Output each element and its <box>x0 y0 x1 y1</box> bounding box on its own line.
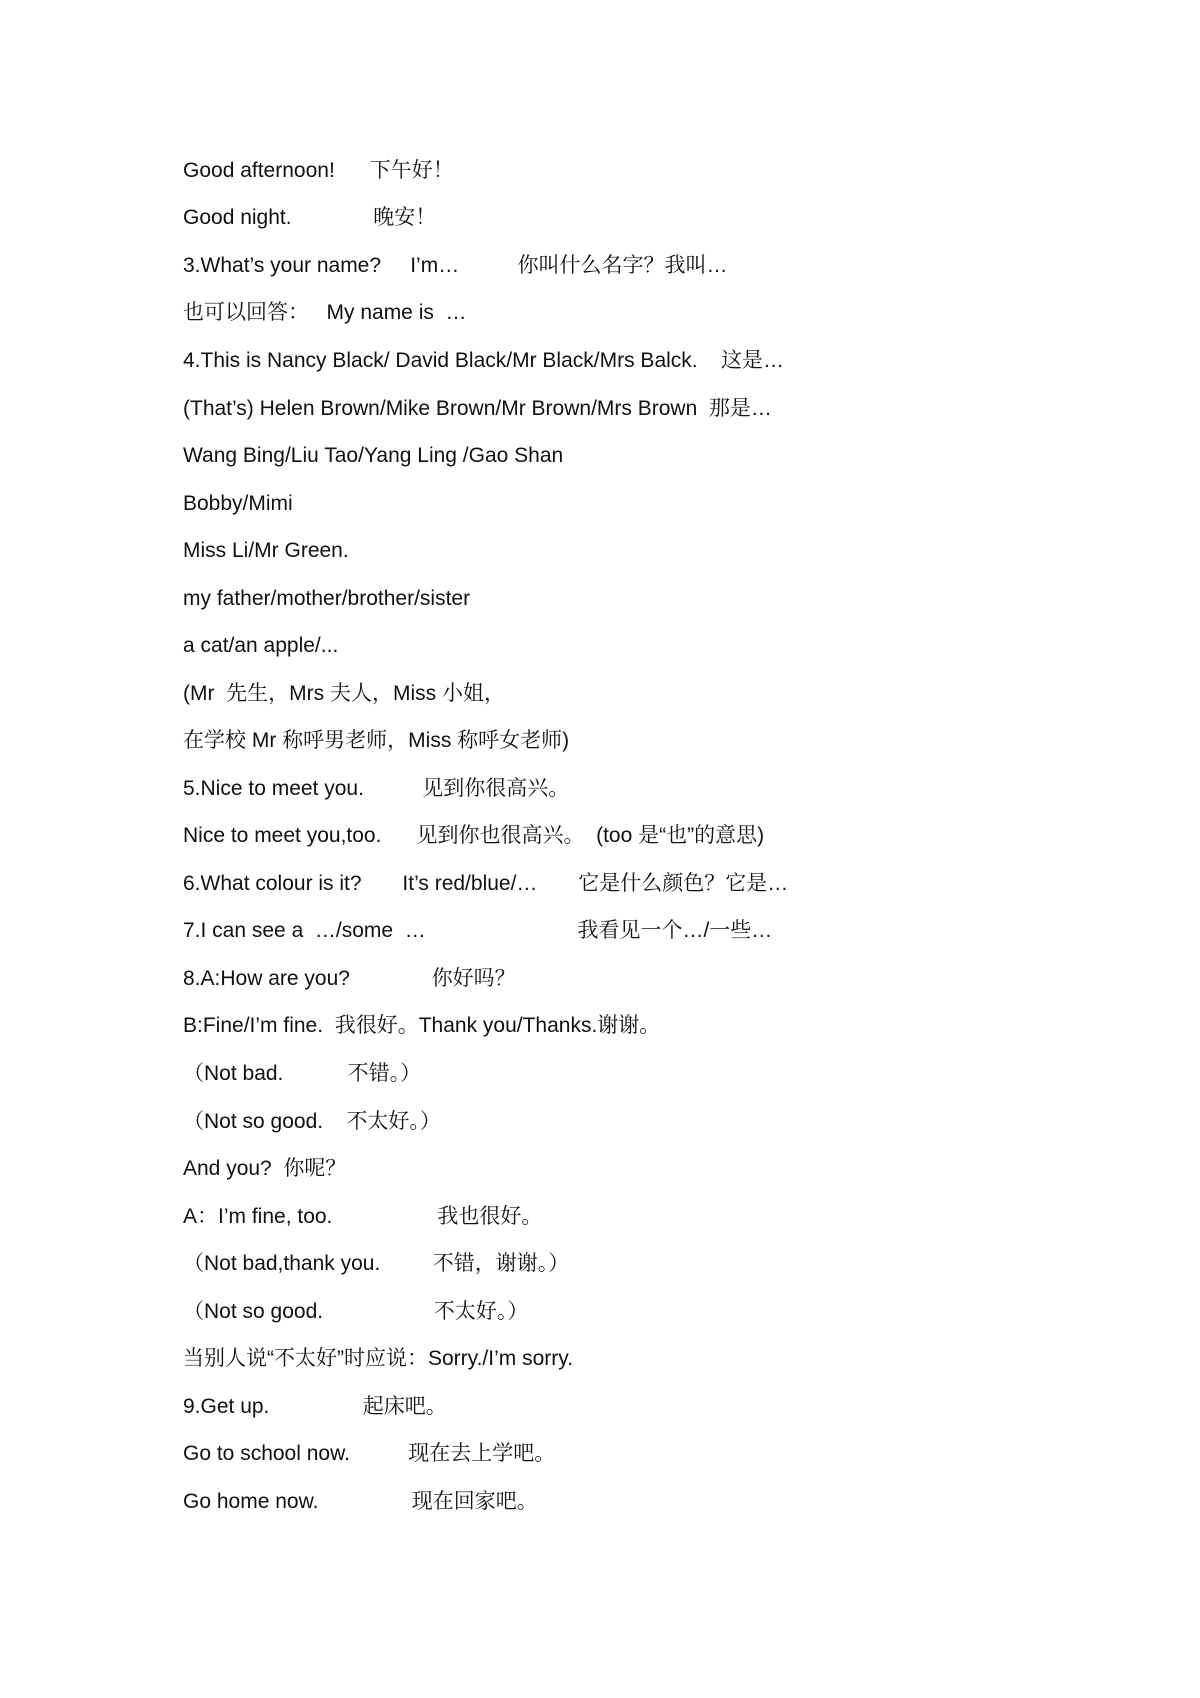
text-line-family: my father/mother/brother/sister <box>183 587 471 610</box>
text-line-titles-note: (Mr 先生，Mrs 夫人，Miss 小姐， <box>183 682 505 705</box>
text-line-item-8: 8.A:How are you? 你好吗？ <box>183 967 516 990</box>
text-line-good-night: Good night. 晚安！ <box>183 206 437 229</box>
text-line-good-afternoon: Good afternoon! 下午好！ <box>183 159 454 182</box>
text-line-names-3: Miss Li/Mr Green. <box>183 539 349 562</box>
text-line-item-7: 7.I can see a …/some … 我看见一个…/一些… <box>183 919 773 942</box>
text-line-and-you: And you? 你呢？ <box>183 1157 347 1180</box>
text-line-sorry-note: 当别人说“不太好”时应说：Sorry./I’m sorry. <box>183 1347 574 1370</box>
text-line-item-4: 4.This is Nancy Black/ David Black/Mr Black/Mrs Balck. 这是… <box>183 349 784 372</box>
text-line-not-bad-thanks: （Not bad,thank you. 不错，谢谢。） <box>183 1252 570 1275</box>
text-line-item-5: 5.Nice to meet you. 见到你很高兴。 <box>183 777 570 800</box>
text-line-names-1: Wang Bing/Liu Tao/Yang Ling /Gao Shan <box>183 444 564 467</box>
text-line-school-note: 在学校 Mr 称呼男老师，Miss 称呼女老师) <box>183 729 570 752</box>
text-line-a-fine-too: A：I’m fine, too. 我也很好。 <box>183 1205 543 1228</box>
text-line-not-so-good-2: （Not so good. 不太好。） <box>183 1300 529 1323</box>
text-line-not-bad: （Not bad. 不错。） <box>183 1062 422 1085</box>
text-line-b-fine: B:Fine/I’m fine. 我很好。Thank you/Thanks.谢谢。 <box>183 1014 661 1037</box>
text-line-not-so-good: （Not so good. 不太好。） <box>183 1110 441 1133</box>
text-line-names-2: Bobby/Mimi <box>183 492 293 515</box>
text-line-alt-answer: 也可以回答： My name is … <box>183 301 467 324</box>
text-line-item-3: 3.What’s your name? I’m… 你叫什么名字？我叫… <box>183 254 728 277</box>
text-line-go-home: Go home now. 现在回家吧。 <box>183 1490 538 1513</box>
text-line-item-9: 9.Get up. 起床吧。 <box>183 1395 447 1418</box>
text-line-nice-too: Nice to meet you,too. 见到你也很高兴。 (too 是“也”的意思) <box>183 824 765 847</box>
text-line-thats: (That’s) Helen Brown/Mike Brown/Mr Brown/Mrs Brown 那是… <box>183 397 772 420</box>
text-line-things: a cat/an apple/... <box>183 634 339 657</box>
text-line-go-to-school: Go to school now. 现在去上学吧。 <box>183 1442 556 1465</box>
text-line-item-6: 6.What colour is it? It’s red/blue/… 它是什么颜色？它是… <box>183 872 789 895</box>
